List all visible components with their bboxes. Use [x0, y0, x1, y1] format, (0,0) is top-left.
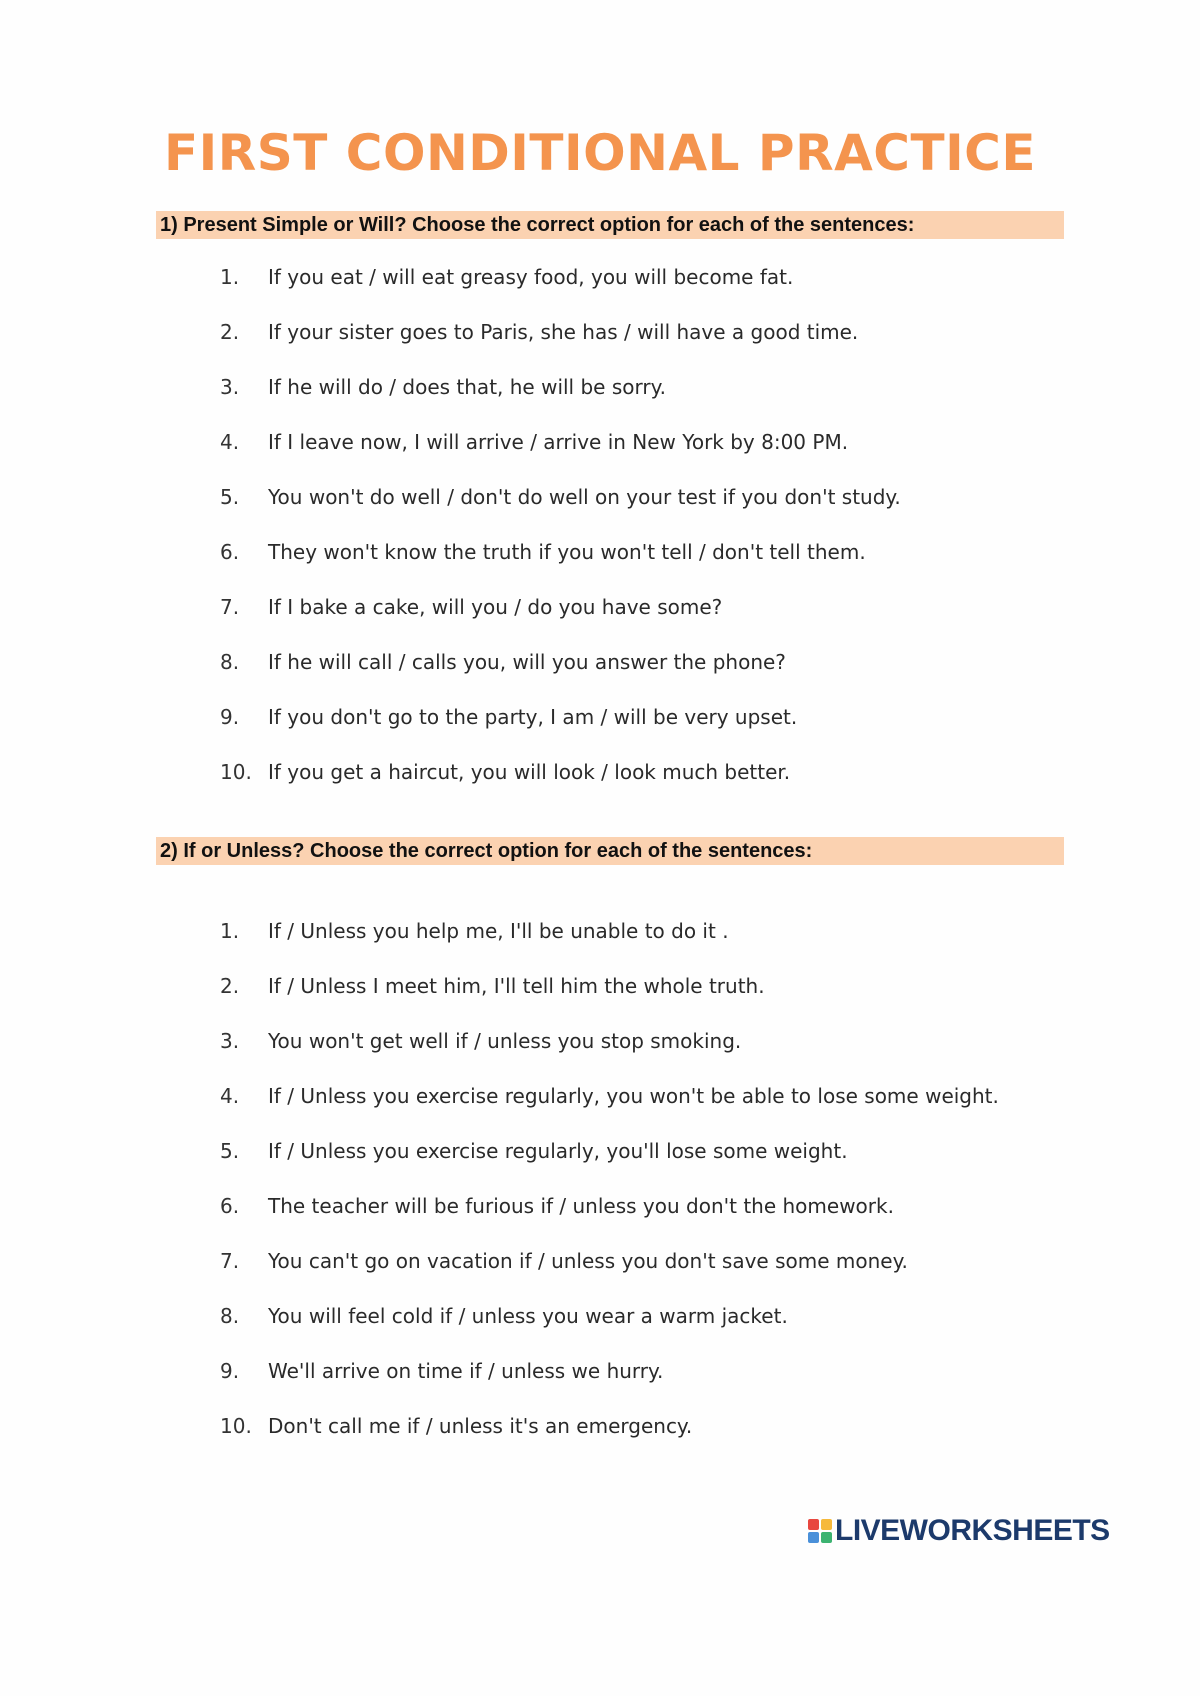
- list-item: [0, 482, 1200, 512]
- list-item: [0, 372, 1200, 402]
- item-number: 6.: [220, 1194, 240, 1218]
- liveworksheets-logo-icon: [808, 1519, 832, 1543]
- list-item: [0, 427, 1200, 457]
- item-sentence: You won't get well if / unless you stop smoking.: [268, 1029, 742, 1053]
- list-item: [0, 1026, 1200, 1056]
- list-item: [0, 916, 1200, 946]
- item-sentence: You will feel cold if / unless you wear a warm jacket.: [268, 1304, 788, 1328]
- item-sentence: If / Unless you exercise regularly, you'll lose some weight.: [268, 1139, 848, 1163]
- item-sentence: If / Unless I meet him, I'll tell him the whole truth.: [268, 974, 765, 998]
- item-sentence: If you get a haircut, you will look / look much better.: [268, 760, 791, 784]
- item-sentence: They won't know the truth if you won't tell / don't tell them.: [268, 540, 866, 564]
- item-number: 8.: [220, 650, 240, 674]
- item-number: 10.: [220, 760, 252, 784]
- list-item: [0, 592, 1200, 622]
- logo-square-blue: [808, 1532, 819, 1543]
- list-item: [0, 1356, 1200, 1386]
- list-item: [0, 537, 1200, 567]
- list-item: [0, 1411, 1200, 1441]
- list-item: [0, 971, 1200, 1001]
- item-sentence: If you don't go to the party, I am / will be very upset.: [268, 705, 798, 729]
- item-sentence: If / Unless you exercise regularly, you won't be able to lose some weight.: [268, 1084, 999, 1108]
- item-sentence: We'll arrive on time if / unless we hurry.: [268, 1359, 664, 1383]
- logo-square-green: [821, 1532, 832, 1543]
- item-number: 2.: [220, 974, 240, 998]
- item-number: 7.: [220, 1249, 240, 1273]
- logo-text: LIVEWORKSHEETS: [835, 1514, 1110, 1547]
- item-sentence: Don't call me if / unless it's an emergency.: [268, 1414, 693, 1438]
- item-number: 4.: [220, 430, 240, 454]
- item-sentence: If your sister goes to Paris, she has / will have a good time.: [268, 320, 859, 344]
- item-number: 3.: [220, 1029, 240, 1053]
- list-item: [0, 1301, 1200, 1331]
- item-number: 5.: [220, 1139, 240, 1163]
- section-1-header: 1) Present Simple or Will? Choose the correct option for each of the sentences:: [156, 211, 1064, 239]
- item-number: 9.: [220, 1359, 240, 1383]
- logo-square-yellow: [821, 1519, 832, 1530]
- item-number: 4.: [220, 1084, 240, 1108]
- item-number: 7.: [220, 595, 240, 619]
- list-item: [0, 757, 1200, 787]
- list-item: [0, 262, 1200, 292]
- item-number: 1.: [220, 265, 240, 289]
- item-sentence: If he will do / does that, he will be sorry.: [268, 375, 666, 399]
- item-sentence: If you eat / will eat greasy food, you will become fat.: [268, 265, 794, 289]
- item-number: 1.: [220, 919, 240, 943]
- item-number: 10.: [220, 1414, 252, 1438]
- list-item: [0, 1191, 1200, 1221]
- item-number: 6.: [220, 540, 240, 564]
- page-title: FIRST CONDITIONAL PRACTICE: [163, 124, 1037, 182]
- item-number: 2.: [220, 320, 240, 344]
- liveworksheets-logo[interactable]: [808, 1514, 1110, 1548]
- list-item: [0, 702, 1200, 732]
- item-number: 5.: [220, 485, 240, 509]
- item-sentence: If he will call / calls you, will you answer the phone?: [268, 650, 786, 674]
- list-item: [0, 647, 1200, 677]
- list-item: [0, 1246, 1200, 1276]
- item-number: 3.: [220, 375, 240, 399]
- item-number: 8.: [220, 1304, 240, 1328]
- item-sentence: You won't do well / don't do well on your test if you don't study.: [268, 485, 901, 509]
- item-sentence: If I leave now, I will arrive / arrive in New York by 8:00 PM.: [268, 430, 849, 454]
- list-item: [0, 1081, 1200, 1111]
- item-sentence: The teacher will be furious if / unless you don't the homework.: [268, 1194, 894, 1218]
- list-item: [0, 317, 1200, 347]
- item-sentence: You can't go on vacation if / unless you don't save some money.: [268, 1249, 908, 1273]
- section-2-header: 2) If or Unless? Choose the correct option for each of the sentences:: [156, 837, 1064, 865]
- logo-square-red: [808, 1519, 819, 1530]
- item-number: 9.: [220, 705, 240, 729]
- item-sentence: If / Unless you help me, I'll be unable to do it .: [268, 919, 729, 943]
- list-item: [0, 1136, 1200, 1166]
- item-sentence: If I bake a cake, will you / do you have some?: [268, 595, 723, 619]
